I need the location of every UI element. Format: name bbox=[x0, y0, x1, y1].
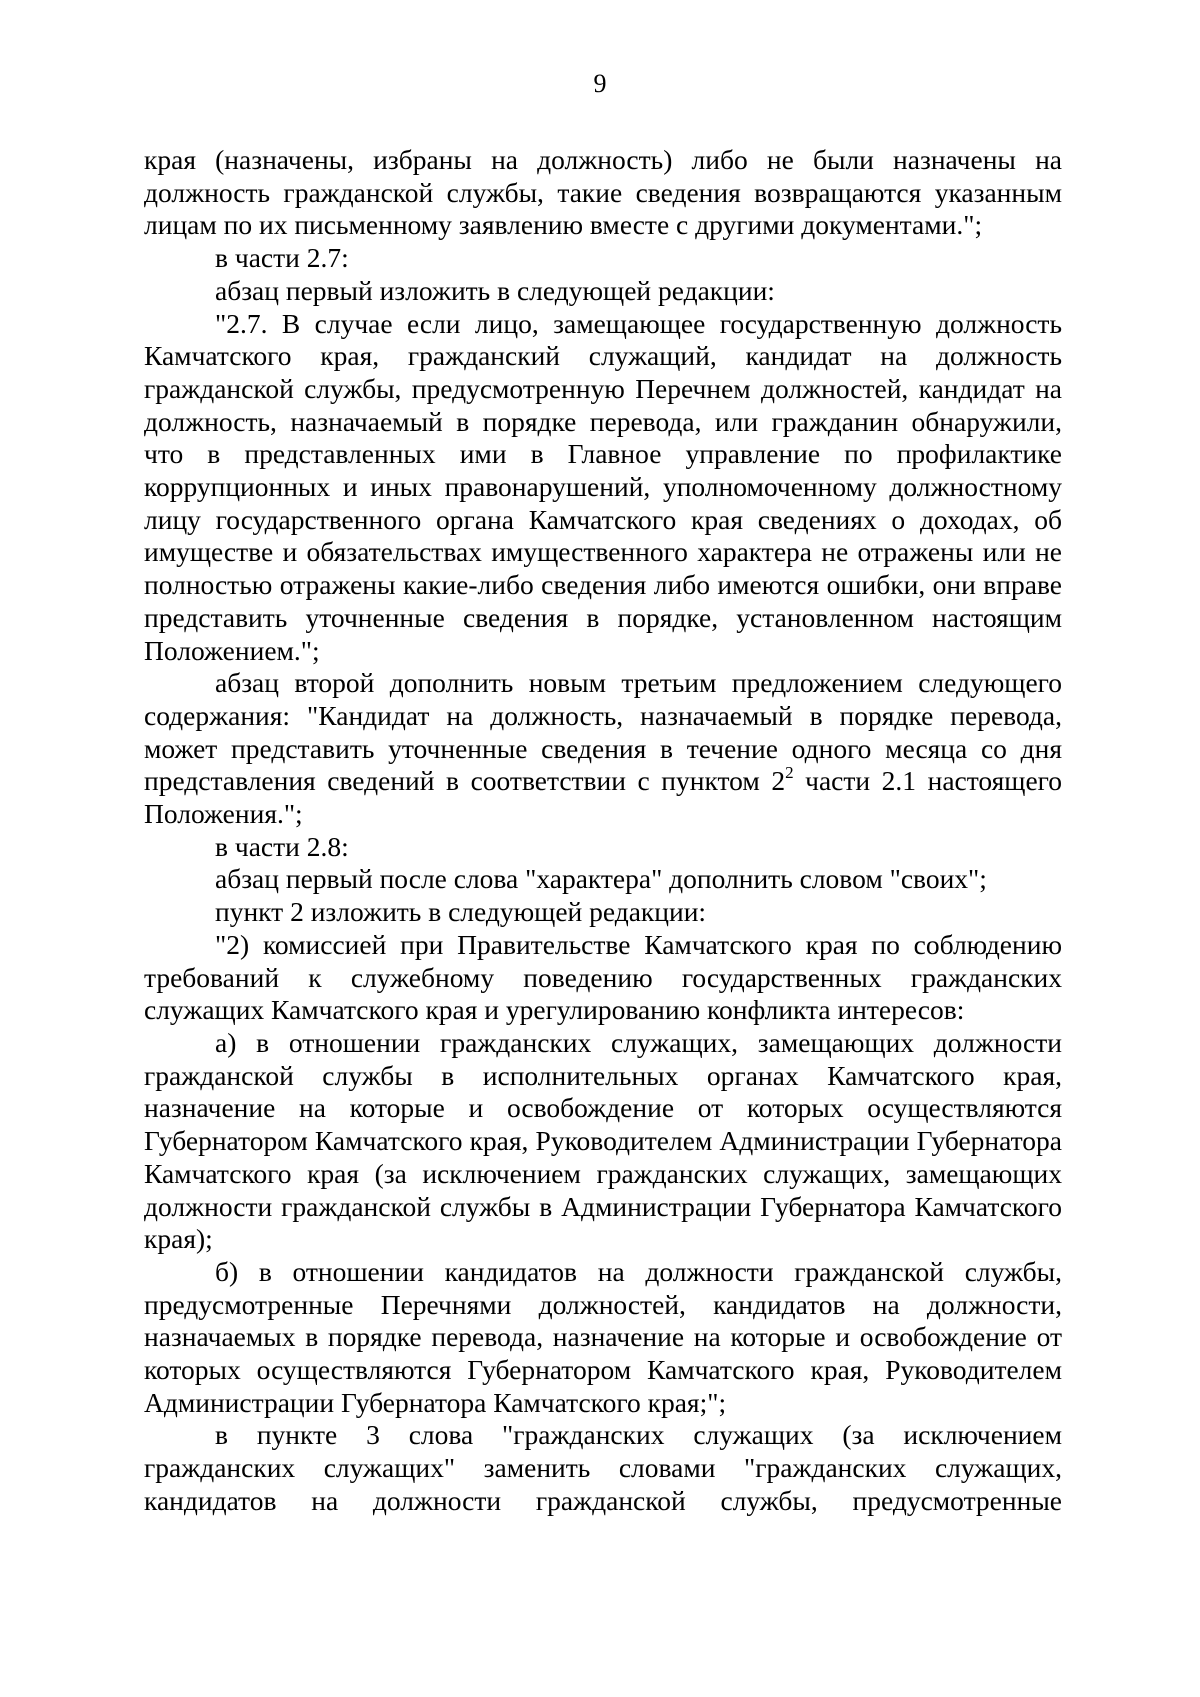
paragraph-3: абзац первый изложить в следующей редакции: bbox=[215, 274, 775, 306]
paragraph-10: а) в отношении гражданских служащих, замещающих должности гражданской службы в исполнительных органах Камчатского края, назначение на которые и освобождение от которых осуществляются Губернатором Камчатского края, Руководителем Администрации Губернатора Камчатского края (за исключением гражданских служащих, замещающих должности гражданской службы в Администрации Губернатора Камчатского края); bbox=[144, 1026, 1062, 1255]
paragraph-5-text: абзац второй дополнить новым третьим предложением следующего содержания: "Кандидат на должность, назначаемый в порядке перевода, может представить уточненные сведения в течение одного месяца со дня представления сведений в соответствии с пунктом 2 bbox=[144, 667, 1062, 797]
page-number: 9 bbox=[593, 69, 607, 98]
paragraph-11: б) в отношении кандидатов на должности гражданской службы, предусмотренные Перечнями должностей, кандидатов на должности, назначаемых в порядке перевода, назначение на которые и освобождение от которых осуществляются Губернатором Камчатского края, Руководителем Администрации Губернатора Камчатского края;"; bbox=[144, 1255, 1062, 1418]
paragraph-5 bbox=[144, 667, 1062, 831]
paragraph-5-text-end: части 2.1 настоящего Положения."; bbox=[144, 765, 1062, 830]
paragraph-1: края (назначены, избраны на должность) либо не были назначены на должность гражданской службы, такие сведения возвращаются указанным лицам по их письменному заявлению вместе с другими документами."; bbox=[144, 144, 1062, 241]
paragraph-6: в части 2.8: bbox=[215, 830, 349, 862]
paragraph-8: пункт 2 изложить в следующей редакции: bbox=[215, 896, 707, 928]
paragraph-2: в части 2.7: bbox=[215, 242, 349, 274]
document-body bbox=[144, 144, 1062, 1518]
superscript: 2 bbox=[785, 763, 794, 783]
paragraph-4: "2.7. В случае если лицо, замещающее государственную должность Камчатского края, гражданский служащий, кандидат на должность гражданской службы, предусмотренную Перечнем должностей, кандидат на должность, назначаемый в порядке перевода, или гражданин обнаружили, что в представленных ими в Главное управление по профилактике коррупционных и иных правонарушений, уполномоченному должностному лицу государственного органа Камчатского края сведениях о доходах, об имуществе и обязательствах имущественного характера не отражены или не полностью отражены какие-либо сведения либо имеются ошибки, они вправе представить уточненные сведения в порядке, установленном настоящим Положением."; bbox=[144, 307, 1062, 666]
paragraph-7: абзац первый после слова "характера" дополнить словом "своих"; bbox=[215, 863, 987, 895]
paragraph-9: "2) комиссией при Правительстве Камчатского края по соблюдению требований к служебному поведению государственных гражданских служащих Камчатского края и урегулированию конфликта интересов: bbox=[144, 928, 1062, 1026]
paragraph-12: в пункте 3 слова "гражданских служащих (за исключением гражданских служащих" заменить словами "гражданских служащих, кандидатов на должности гражданской службы, предусмотренные bbox=[144, 1419, 1062, 1516]
